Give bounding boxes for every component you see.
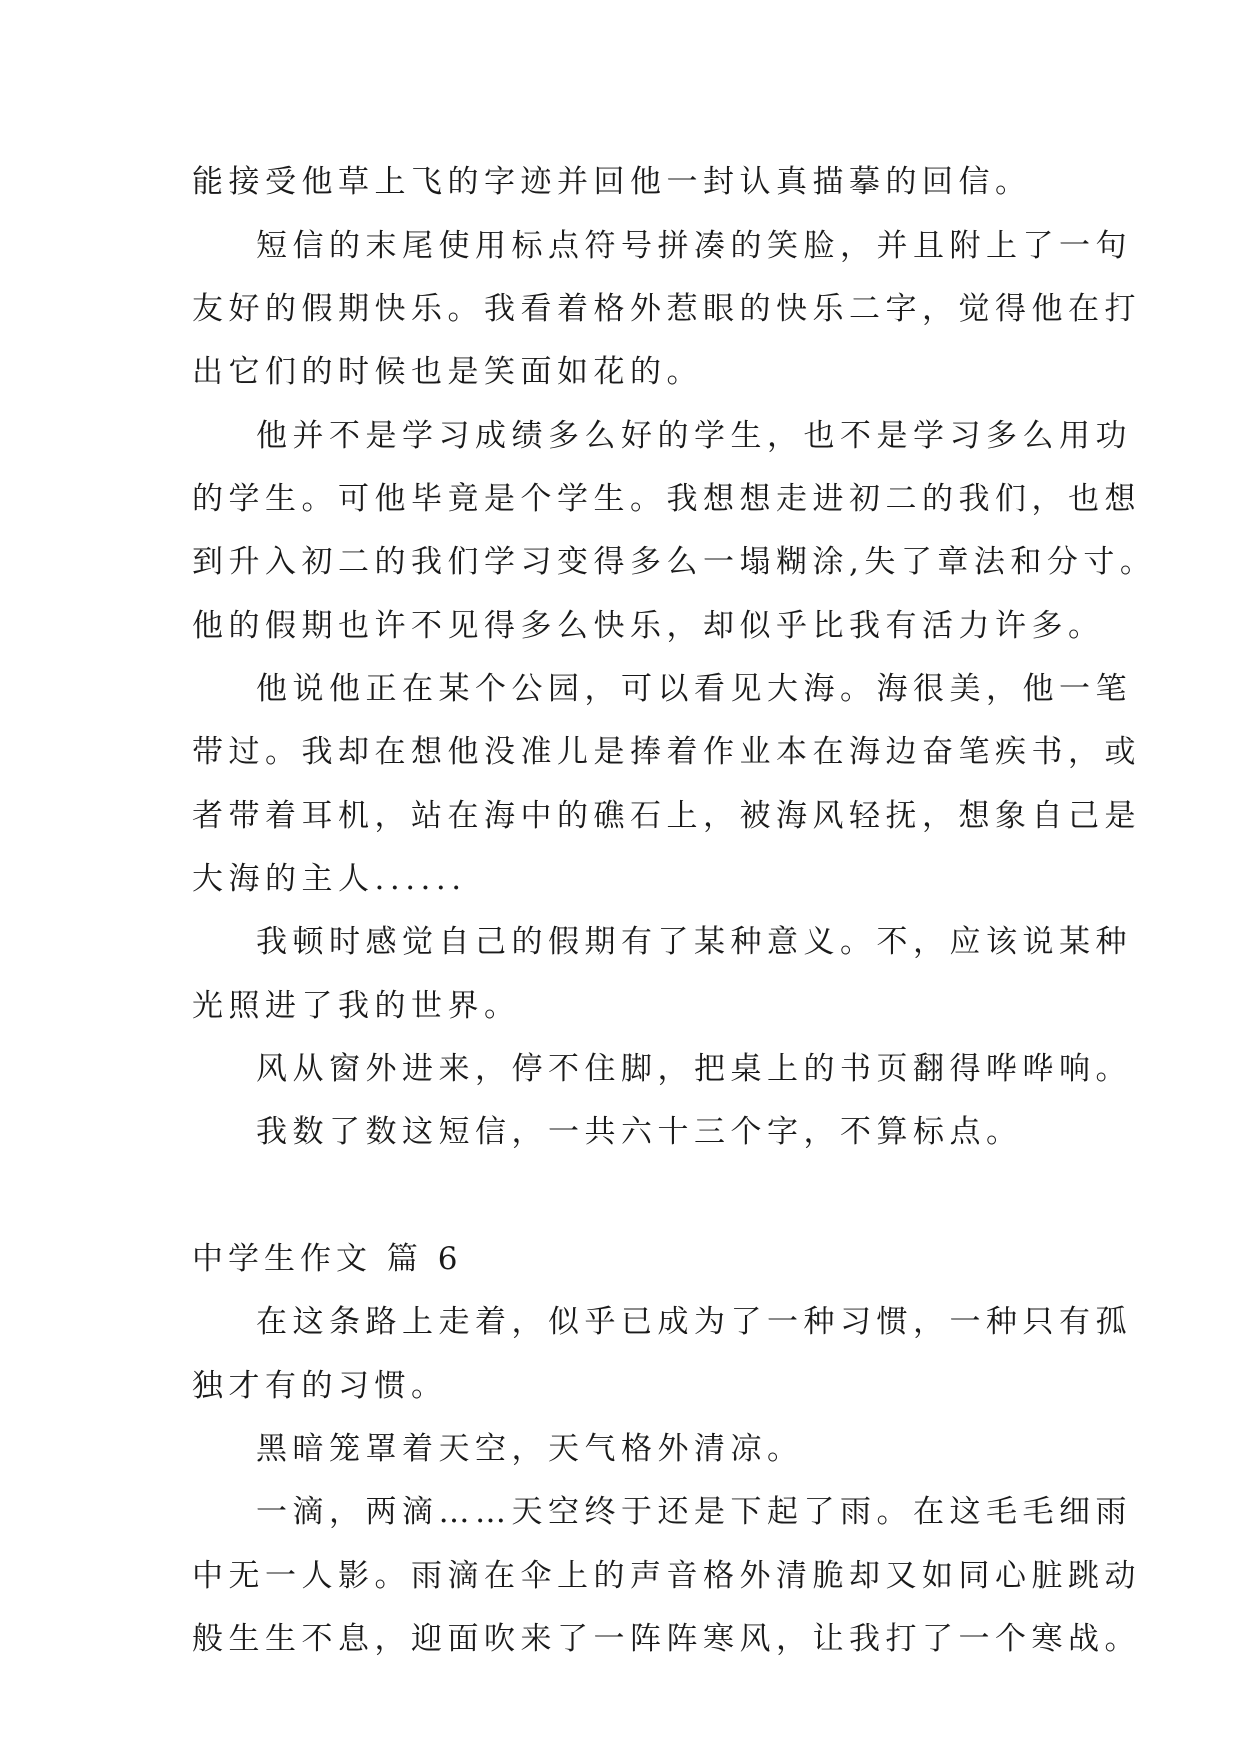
paragraph-line: 风从窗外进来，停不住脚，把桌上的书页翻得哗哗响。: [256, 1051, 1132, 1087]
paragraph-line: 能接受他草上飞的字迹并回他一封认真描摹的回信。: [192, 164, 1032, 200]
paragraph-line: 一滴，两滴……天空终于还是下起了雨。在这毛毛细雨: [256, 1494, 1132, 1530]
paragraph-line: 带过。我却在想他没准儿是捧着作业本在海边奋笔疾书，或: [192, 734, 1141, 770]
paragraph-line: 中无一人影。雨滴在伞上的声音格外清脆却又如同心脏跳动: [192, 1558, 1141, 1594]
section-title: 中学生作文 篇 6: [192, 1241, 463, 1277]
paragraph-line: 般生生不息，迎面吹来了一阵阵寒风，让我打了一个寒战。: [192, 1621, 1141, 1657]
paragraph-line: 出它们的时候也是笑面如花的。: [192, 354, 703, 390]
paragraph-line: 短信的末尾使用标点符号拼凑的笑脸，并且附上了一句: [256, 228, 1132, 264]
paragraph-line: 光照进了我的世界。: [192, 988, 521, 1024]
paragraph-line: 的学生。可他毕竟是个学生。我想想走进初二的我们，也想: [192, 481, 1141, 517]
paragraph-line: 到升入初二的我们学习变得多么一塌糊涂,失了章法和分寸。: [192, 544, 1157, 580]
paragraph-line: 友好的假期快乐。我看着格外惹眼的快乐二字，觉得他在打: [192, 291, 1141, 327]
paragraph-line: 他并不是学习成绩多么好的学生，也不是学习多么用功: [256, 418, 1132, 454]
paragraph-line: 他说他正在某个公园，可以看见大海。海很美，他一笔: [256, 671, 1132, 707]
paragraph-line: 大海的主人......: [192, 861, 467, 897]
paragraph-line: 独才有的习惯。: [192, 1368, 448, 1404]
paragraph-line: 我顿时感觉自己的假期有了某种意义。不，应该说某种: [256, 924, 1132, 960]
paragraph-line: 黑暗笼罩着天空，天气格外清凉。: [256, 1431, 804, 1467]
paragraph-line: 在这条路上走着，似乎已成为了一种习惯，一种只有孤: [256, 1304, 1132, 1340]
paragraph-line: 他的假期也许不见得多么快乐，却似乎比我有活力许多。: [192, 608, 1105, 644]
paragraph-line: 者带着耳机，站在海中的礁石上，被海风轻抚，想象自己是: [192, 798, 1141, 834]
paragraph-line: 我数了数这短信，一共六十三个字，不算标点。: [256, 1114, 1023, 1150]
